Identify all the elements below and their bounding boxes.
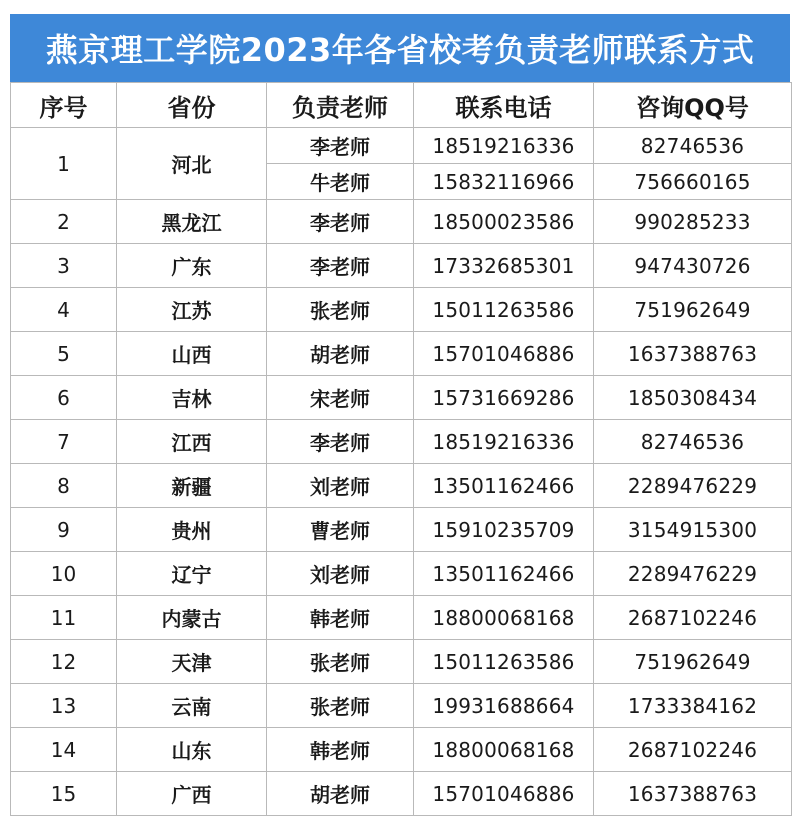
row-number: 12: [11, 640, 117, 684]
teacher-cell: 李老师: [267, 244, 414, 288]
teacher-cell: 李老师: [267, 128, 414, 164]
phone-cell: 18800068168: [414, 596, 594, 640]
teacher-cell: 韩老师: [267, 728, 414, 772]
teacher-cell: 胡老师: [267, 772, 414, 816]
teacher-cell: 曹老师: [267, 508, 414, 552]
row-number: 14: [11, 728, 117, 772]
qq-cell: 2289476229: [594, 552, 792, 596]
province-cell: 贵州: [117, 508, 267, 552]
row-number: 9: [11, 508, 117, 552]
qq-cell: 990285233: [594, 200, 792, 244]
province-cell: 云南: [117, 684, 267, 728]
phone-cell: 15731669286: [414, 376, 594, 420]
province-cell: 河北: [117, 128, 267, 200]
row-number: 2: [11, 200, 117, 244]
phone-cell: 13501162466: [414, 552, 594, 596]
table-row: [11, 596, 792, 640]
table-header-row: [11, 83, 792, 128]
qq-cell: 1637388763: [594, 772, 792, 816]
teacher-cell: 李老师: [267, 200, 414, 244]
table-row: [11, 420, 792, 464]
table-row: [11, 376, 792, 420]
province-cell: 黑龙江: [117, 200, 267, 244]
phone-cell: 15011263586: [414, 640, 594, 684]
table-row: [11, 200, 792, 244]
row-number: 10: [11, 552, 117, 596]
phone-cell: 15910235709: [414, 508, 594, 552]
province-cell: 天津: [117, 640, 267, 684]
row-number: 1: [11, 128, 117, 200]
province-cell: 吉林: [117, 376, 267, 420]
qq-cell: 1733384162: [594, 684, 792, 728]
phone-cell: 15011263586: [414, 288, 594, 332]
row-number: 7: [11, 420, 117, 464]
province-cell: 辽宁: [117, 552, 267, 596]
row-number: 15: [11, 772, 117, 816]
row-number: 5: [11, 332, 117, 376]
table-row: [11, 288, 792, 332]
qq-cell: 756660165: [594, 164, 792, 200]
page-title: 燕京理工学院2023年各省校考负责老师联系方式: [10, 14, 790, 82]
phone-cell: 18519216336: [414, 420, 594, 464]
phone-cell: 18500023586: [414, 200, 594, 244]
qq-cell: 2289476229: [594, 464, 792, 508]
qq-cell: 751962649: [594, 640, 792, 684]
teacher-cell: 牛老师: [267, 164, 414, 200]
table-row: [11, 552, 792, 596]
phone-cell: 19931688664: [414, 684, 594, 728]
column-header-qq: 咨询QQ号: [594, 83, 792, 128]
row-number: 8: [11, 464, 117, 508]
teacher-cell: 李老师: [267, 420, 414, 464]
column-header-teacher: 负责老师: [267, 83, 414, 128]
table-row: [11, 464, 792, 508]
teacher-cell: 韩老师: [267, 596, 414, 640]
teacher-cell: 刘老师: [267, 552, 414, 596]
qq-cell: 751962649: [594, 288, 792, 332]
row-number: 3: [11, 244, 117, 288]
qq-cell: 2687102246: [594, 596, 792, 640]
row-number: 13: [11, 684, 117, 728]
row-number: 4: [11, 288, 117, 332]
table-row: [11, 728, 792, 772]
column-header-phone: 联系电话: [414, 83, 594, 128]
qq-cell: 1637388763: [594, 332, 792, 376]
teacher-cell: 宋老师: [267, 376, 414, 420]
teacher-cell: 刘老师: [267, 464, 414, 508]
province-cell: 江苏: [117, 288, 267, 332]
qq-cell: 2687102246: [594, 728, 792, 772]
phone-cell: 15832116966: [414, 164, 594, 200]
teacher-cell: 胡老师: [267, 332, 414, 376]
row-number: 6: [11, 376, 117, 420]
province-cell: 内蒙古: [117, 596, 267, 640]
table-body: [11, 128, 792, 816]
table-row: [11, 772, 792, 816]
teacher-cell: 张老师: [267, 640, 414, 684]
contact-table: [10, 82, 792, 816]
phone-cell: 15701046886: [414, 332, 594, 376]
table-row: [11, 128, 792, 164]
column-header-no: 序号: [11, 83, 117, 128]
phone-cell: 17332685301: [414, 244, 594, 288]
phone-cell: 18800068168: [414, 728, 594, 772]
table-row: [11, 332, 792, 376]
phone-cell: 13501162466: [414, 464, 594, 508]
table-row: [11, 684, 792, 728]
qq-cell: 3154915300: [594, 508, 792, 552]
table-row: [11, 244, 792, 288]
phone-cell: 15701046886: [414, 772, 594, 816]
province-cell: 山西: [117, 332, 267, 376]
qq-cell: 82746536: [594, 420, 792, 464]
row-number: 11: [11, 596, 117, 640]
province-cell: 广东: [117, 244, 267, 288]
qq-cell: 82746536: [594, 128, 792, 164]
teacher-cell: 张老师: [267, 288, 414, 332]
table-row: [11, 640, 792, 684]
table-row: [11, 508, 792, 552]
province-cell: 山东: [117, 728, 267, 772]
qq-cell: 947430726: [594, 244, 792, 288]
qq-cell: 1850308434: [594, 376, 792, 420]
province-cell: 广西: [117, 772, 267, 816]
province-cell: 新疆: [117, 464, 267, 508]
column-header-province: 省份: [117, 83, 267, 128]
province-cell: 江西: [117, 420, 267, 464]
teacher-cell: 张老师: [267, 684, 414, 728]
phone-cell: 18519216336: [414, 128, 594, 164]
